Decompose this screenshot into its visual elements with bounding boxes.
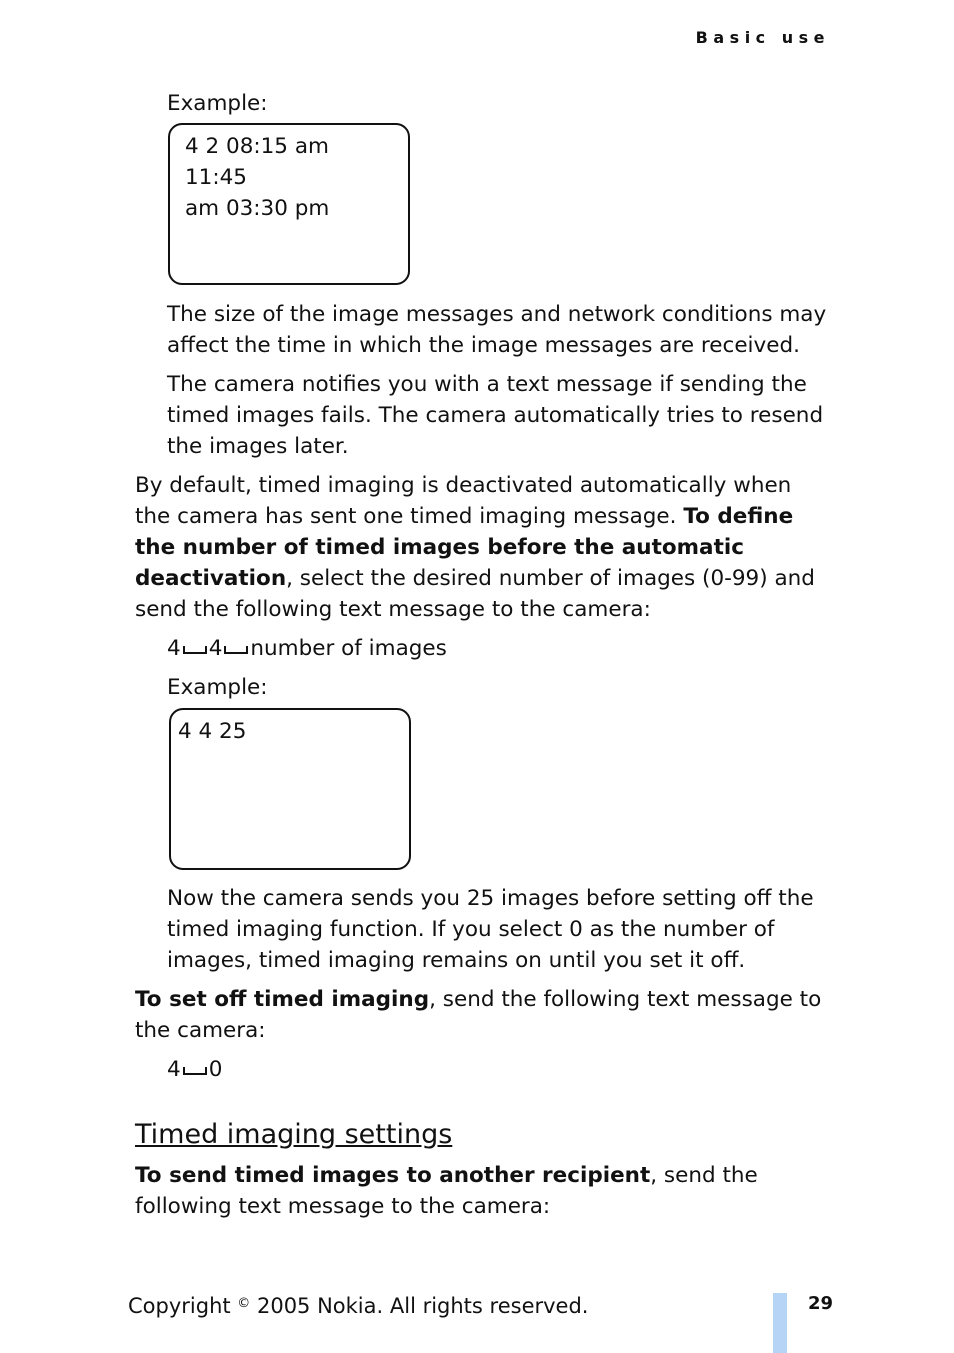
paragraph-default-deactivation: [135, 470, 825, 625]
page-marker-bar: [773, 1293, 787, 1353]
example-label-2: Example:: [167, 675, 268, 700]
space-symbol-icon: [224, 646, 248, 654]
command-number-of-images: [167, 633, 447, 664]
command1-part-2: 4: [208, 636, 223, 661]
sms-example-box-1: [168, 123, 410, 285]
sms-example-2-text: 4 4 25: [178, 719, 247, 744]
command1-part-3: number of images: [250, 636, 447, 661]
command-set-off: [167, 1054, 222, 1085]
page-number: 29: [808, 1293, 834, 1314]
running-header: Basic use: [695, 28, 830, 47]
sms-example-1-line-1: 4 2 08:15 am 11:45: [185, 134, 329, 190]
command2-part-1: 4: [167, 1057, 181, 1082]
command2-part-2: 0: [208, 1057, 223, 1082]
space-symbol-icon: [183, 646, 207, 654]
copyright-post: 2005 Nokia. All rights reserved.: [250, 1294, 589, 1318]
recipient-text: , send the following text message to the camera:: [135, 1163, 758, 1219]
copyright-footer: [128, 1288, 588, 1322]
sms-example-box-2: [169, 708, 411, 870]
recipient-bold-text: To send timed images to another recipient: [135, 1163, 651, 1188]
default-text-2: , select the desired number of images (0-99) and send the following text message to the camera:: [135, 566, 815, 622]
paragraph-notify: The camera notifies you with a text message if sending the timed images fails. The camera automatically tries to resend the images later.: [167, 372, 824, 459]
section-heading: Timed imaging settings: [135, 1119, 453, 1150]
paragraph-recipient: [135, 1160, 825, 1222]
paragraph-now-sends: Now the camera sends you 25 images before setting off the timed imaging function. If you select 0 as the number of images, timed imaging remains on until you set it off.: [167, 886, 814, 973]
command1-part-1: 4: [167, 636, 181, 661]
set-off-bold-text: To set off timed imaging: [135, 987, 430, 1012]
paragraph-set-off: [135, 984, 825, 1046]
sms-example-1-line-2: am 03:30 pm: [185, 196, 330, 221]
default-text-1: By default, timed imaging is deactivated automatically when the camera has sent one timed imaging message.: [135, 473, 792, 529]
copyright-pre: Copyright: [128, 1294, 238, 1318]
paragraph-image-size: The size of the image messages and network conditions may affect the time in which the image messages are received.: [167, 302, 827, 358]
default-bold-text: To define the number of timed images before the automatic deactivation: [135, 504, 794, 591]
space-symbol-icon: [183, 1067, 207, 1075]
set-off-text: , send the following text message to the camera:: [135, 987, 822, 1043]
example-label-1: Example:: [167, 91, 268, 116]
copyright-symbol: ©: [237, 1296, 251, 1311]
